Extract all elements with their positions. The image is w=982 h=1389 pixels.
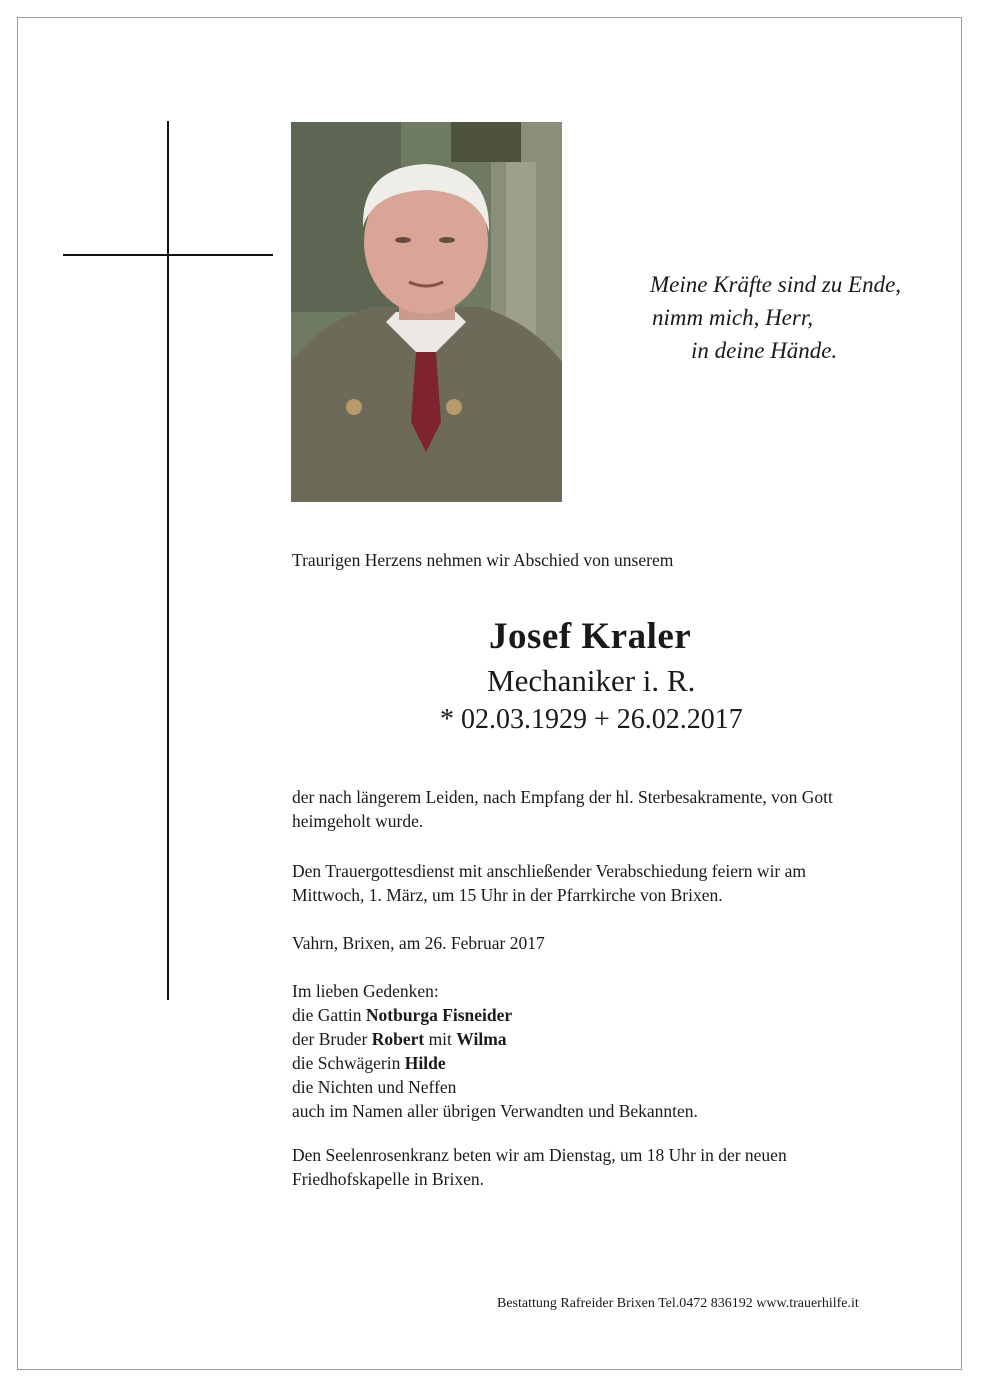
mourners-heading: Im lieben Gedenken: — [292, 981, 439, 1001]
deceased-name: Josef Kraler — [489, 616, 692, 657]
deceased-occupation: Mechaniker i. R. — [487, 663, 696, 698]
funeral-home-footer: Bestattung Rafreider Brixen Tel.0472 836192 www.trauerhilfe.it — [497, 1296, 859, 1311]
verse-line-2: nimm mich, Herr, — [652, 305, 813, 330]
mourner-wife: die Gattin Notburga Fisneider — [292, 1005, 513, 1025]
mourner-brother: der Bruder Robert mit Wilma — [292, 1029, 507, 1049]
place-date: Vahrn, Brixen, am 26. Februar 2017 — [292, 933, 545, 953]
mourner-sister-in-law: die Schwägerin Hilde — [292, 1053, 446, 1073]
verse-line-1: Meine Kräfte sind zu Ende, — [650, 272, 902, 297]
verse — [600, 268, 940, 367]
service-paragraph: Den Trauergottesdienst mit anschließender Verabschiedung feiern wir am Mittwoch, 1. März, um 15 Uhr in der Pfarrkirche von Brixen. — [292, 861, 807, 905]
deceased-dates: * 02.03.1929 + 26.02.2017 — [440, 704, 743, 735]
death-paragraph: der nach längerem Leiden, nach Empfang der hl. Sterbesakramente, von Gott heimgeholt wurde. — [292, 787, 833, 831]
rosary-paragraph: Den Seelenrosenkranz beten wir am Dienstag, um 18 Uhr in der neuen Friedhofskapelle in Brixen. — [292, 1145, 787, 1189]
mourner-others: auch im Namen aller übrigen Verwandten und Bekannten. — [292, 1101, 698, 1121]
cross-horizontal-beam — [63, 254, 273, 256]
cross-vertical-beam — [167, 121, 169, 1000]
portrait-photo — [291, 122, 562, 502]
mourners-list — [292, 979, 892, 1123]
mourner-nieces: die Nichten und Neffen — [292, 1077, 457, 1097]
verse-line-3: in deine Hände. — [691, 338, 838, 363]
intro-text: Traurigen Herzens nehmen wir Abschied von unserem — [292, 550, 674, 570]
